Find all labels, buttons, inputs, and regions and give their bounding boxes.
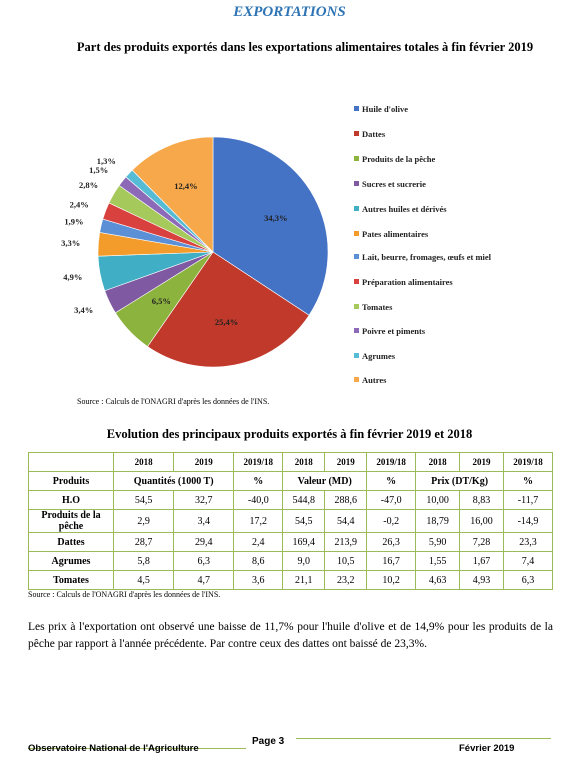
year-cell: 2018 [283, 453, 325, 472]
legend-label: Autres [362, 375, 387, 385]
year-cell: 2018 [114, 453, 174, 472]
table-cell: 5,8 [114, 552, 174, 571]
table-cell: 7,28 [460, 533, 504, 552]
table-cell: 2,9 [114, 510, 174, 533]
group-header: % [367, 472, 416, 491]
table-cell: -11,7 [503, 491, 552, 510]
row-label: Tomates [29, 571, 114, 590]
legend-item [362, 129, 512, 139]
row-label: Agrumes [29, 552, 114, 571]
chart-title: Part des produits exportés dans les exportations alimentaires totales à fin février 2019 [76, 40, 534, 54]
group-header: Prix (DT/Kg) [416, 472, 504, 491]
table-row [29, 510, 553, 533]
legend-label: Préparation alimentaires [362, 277, 453, 287]
table-cell: 8,6 [234, 552, 283, 571]
chart-source: Source : Calculs de l'ONAGRI d'après les données de l'INS. [77, 397, 270, 406]
table-cell: 23,3 [503, 533, 552, 552]
table-cell: 544,8 [283, 491, 325, 510]
footer-divider [296, 738, 551, 739]
legend-label: Produits de la pêche [362, 154, 436, 164]
table-cell: 21,1 [283, 571, 325, 590]
legend-swatch [354, 353, 359, 358]
legend-swatch [354, 131, 359, 136]
table-cell: 169,4 [283, 533, 325, 552]
table-cell: 23,2 [325, 571, 367, 590]
table-cell: 10,00 [416, 491, 460, 510]
year-cell: 2019/18 [367, 453, 416, 472]
analysis-paragraph: Les prix à l'exportation ont observé une baisse de 11,7% pour l'huile d'olive et de 14,9% pour les produits de la pêche par rapport à l'année précédente. Par contre ceux des dattes ont baissé de 23,3%. [28, 621, 553, 650]
table-cell: -40,0 [234, 491, 283, 510]
footer-date: Février 2019 [459, 743, 515, 754]
table-cell: 288,6 [325, 491, 367, 510]
slice-label: 3,4% [74, 304, 94, 315]
footer-organization: Observatoire National de l'Agriculture [28, 743, 199, 754]
table-cell: 54,5 [114, 491, 174, 510]
legend-swatch [354, 377, 359, 382]
year-cell: 2019 [460, 453, 504, 472]
table-cell: 54,5 [283, 510, 325, 533]
legend-item [362, 351, 512, 361]
table-cell: -0,2 [367, 510, 416, 533]
table-cell: 6,3 [503, 571, 552, 590]
table-cell: -47,0 [367, 491, 416, 510]
group-header: % [234, 472, 283, 491]
row-label: H.O [29, 491, 114, 510]
table-corner-cell [29, 453, 114, 472]
legend-item [362, 179, 512, 189]
exports-table [28, 452, 553, 590]
slice-label: 25,4% [214, 316, 239, 327]
group-header: Valeur (MD) [283, 472, 367, 491]
legend-item [362, 326, 512, 336]
table-cell: 54,4 [325, 510, 367, 533]
table-cell: 213,9 [325, 533, 367, 552]
year-cell: 2019 [174, 453, 234, 472]
table-cell: 18,79 [416, 510, 460, 533]
table-cell: 5,90 [416, 533, 460, 552]
legend-swatch [354, 156, 359, 161]
table-title: Evolution des principaux produits exportés à fin février 2019 et 2018 [106, 427, 473, 441]
table-cell: 3,4 [174, 510, 234, 533]
table-cell: 9,0 [283, 552, 325, 571]
table-row [29, 552, 553, 571]
table-cell: 29,4 [174, 533, 234, 552]
products-column-header: Produits [29, 472, 114, 491]
legend-label: Agrumes [362, 351, 396, 361]
legend-item [362, 204, 512, 214]
table-year-row [29, 453, 553, 472]
table-cell: 4,5 [114, 571, 174, 590]
table-cell: 16,00 [460, 510, 504, 533]
legend-item [362, 104, 512, 114]
legend-item [362, 229, 512, 239]
slice-label: 34,3% [264, 213, 288, 224]
year-cell: 2019 [325, 453, 367, 472]
legend-label: Poivre et piments [362, 326, 426, 336]
table-cell: 17,2 [234, 510, 283, 533]
legend-label: Pates alimentaires [362, 229, 429, 239]
table-cell: -14,9 [503, 510, 552, 533]
legend-item [362, 375, 512, 385]
row-label: Dattes [29, 533, 114, 552]
slice-label: 1,5% [89, 165, 109, 176]
legend-item [362, 302, 512, 312]
slice-label: 1,9% [64, 216, 84, 227]
table-cell: 4,63 [416, 571, 460, 590]
legend-item [362, 154, 512, 164]
legend-swatch [354, 304, 359, 309]
table-cell: 26,3 [367, 533, 416, 552]
table-cell: 28,7 [114, 533, 174, 552]
legend-swatch [354, 181, 359, 186]
table-cell: 16,7 [367, 552, 416, 571]
slice-label: 1,3% [96, 156, 116, 167]
footer-page-number: Page 3 [252, 736, 285, 747]
table-cell: 1,67 [460, 552, 504, 571]
slice-label: 3,3% [61, 238, 81, 249]
slice-label: 4,9% [63, 272, 83, 283]
group-header: % [503, 472, 552, 491]
table-cell: 1,55 [416, 552, 460, 571]
table-cell: 10,2 [367, 571, 416, 590]
legend-label: Dattes [362, 129, 386, 139]
year-cell: 2019/18 [234, 453, 283, 472]
table-cell: 4,7 [174, 571, 234, 590]
page-title: EXPORTATIONS [233, 4, 346, 20]
slice-label: 2,4% [69, 199, 89, 210]
legend-item [362, 277, 512, 287]
table-cell: 10,5 [325, 552, 367, 571]
legend-swatch [354, 231, 359, 236]
table-source: Source : Calculs de l'ONAGRI d'après les données de l'INS. [28, 590, 221, 599]
legend-label: Tomates [362, 302, 393, 312]
table-row [29, 491, 553, 510]
table-cell: 2,4 [234, 533, 283, 552]
table-cell: 4,93 [460, 571, 504, 590]
legend-label: Sucres et sucrerie [362, 179, 426, 189]
table-cell: 3,6 [234, 571, 283, 590]
legend-swatch [354, 206, 359, 211]
slice-label: 6,5% [151, 296, 171, 307]
table-row [29, 533, 553, 552]
table-header-row [29, 472, 553, 491]
table-cell: 6,3 [174, 552, 234, 571]
legend-label: Autres huiles et dérivés [362, 204, 447, 214]
table-cell: 7,4 [503, 552, 552, 571]
legend-swatch [354, 254, 359, 259]
table-cell: 8,83 [460, 491, 504, 510]
year-cell: 2018 [416, 453, 460, 472]
legend-label: Huile d'olive [362, 104, 409, 114]
slice-label: 12,4% [174, 181, 198, 192]
legend-swatch [354, 106, 359, 111]
row-label: Produits de la pêche [29, 510, 114, 533]
legend-label: Lait, beurre, fromages, œufs et miel [362, 252, 492, 262]
legend-swatch [354, 328, 359, 333]
table-row [29, 571, 553, 590]
group-header: Quantités (1000 T) [114, 472, 234, 491]
table-cell: 32,7 [174, 491, 234, 510]
slice-label: 2,8% [79, 179, 99, 190]
legend-item [362, 252, 512, 262]
legend-swatch [354, 279, 359, 284]
year-cell: 2019/18 [503, 453, 552, 472]
